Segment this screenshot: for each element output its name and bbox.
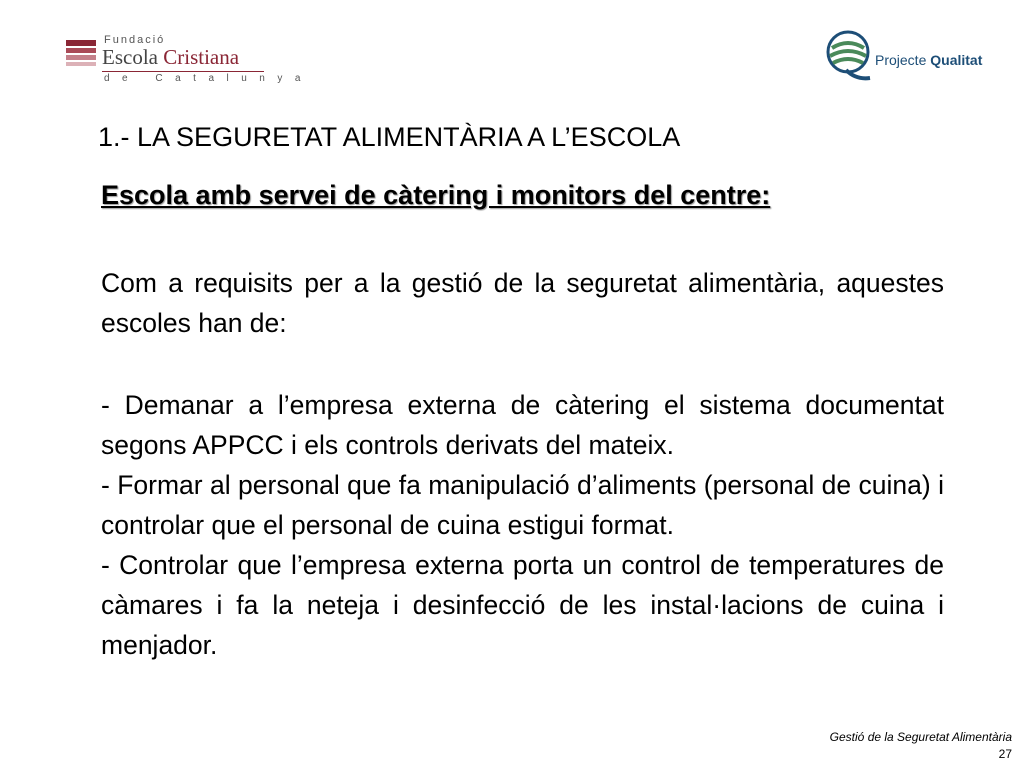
logo-word-projecte: Projecte — [875, 52, 927, 68]
logo-divider — [102, 71, 264, 72]
fundacio-flag-icon — [66, 38, 96, 68]
bullet-item: - Demanar a l’empresa externa de càtering el sistema documentat segons APPCC i els controls derivats del mateix. — [101, 390, 944, 460]
bullet-item: - Formar al personal que fa manipulació d’aliments (personal de cuina) i controlar que el personal de cuina estigui format. — [101, 470, 944, 540]
slide-title: 1.- LA SEGURETAT ALIMENTÀRIA A L’ESCOLA — [98, 122, 681, 152]
logo-word-escola: Escola — [102, 45, 158, 69]
slide-subtitle: Escola amb servei de càtering i monitors del centre: — [101, 180, 771, 210]
logo-escola-cristiana — [102, 45, 239, 70]
paragraph-spacer — [101, 343, 944, 385]
projecte-qualitat-logo — [824, 28, 984, 84]
footer-label: Gestió de la Seguretat Alimentària — [829, 730, 1012, 744]
intro-paragraph: Com a requisits per a la gestió de la seguretat alimentària, aquestes escoles han de: — [101, 268, 944, 338]
logo-word-qualitat: Qualitat — [930, 52, 983, 68]
logo-word-cristiana: Cristiana — [163, 45, 240, 69]
q-globe-icon — [824, 28, 874, 84]
page-number: 27 — [998, 747, 1012, 761]
bullet-item: - Controlar que l’empresa externa porta un control de temperatures de càmares i fa la neteja i desinfecció de les instal·lacions de cuina i menjador. — [101, 550, 944, 660]
logo-fundacio-text: Fundació — [104, 34, 166, 46]
logo-de-catalunya: de Catalunya — [104, 73, 313, 84]
fundacio-logo — [66, 34, 313, 86]
logo-projecte-qualitat-text — [875, 52, 982, 68]
slide-body — [101, 263, 944, 665]
